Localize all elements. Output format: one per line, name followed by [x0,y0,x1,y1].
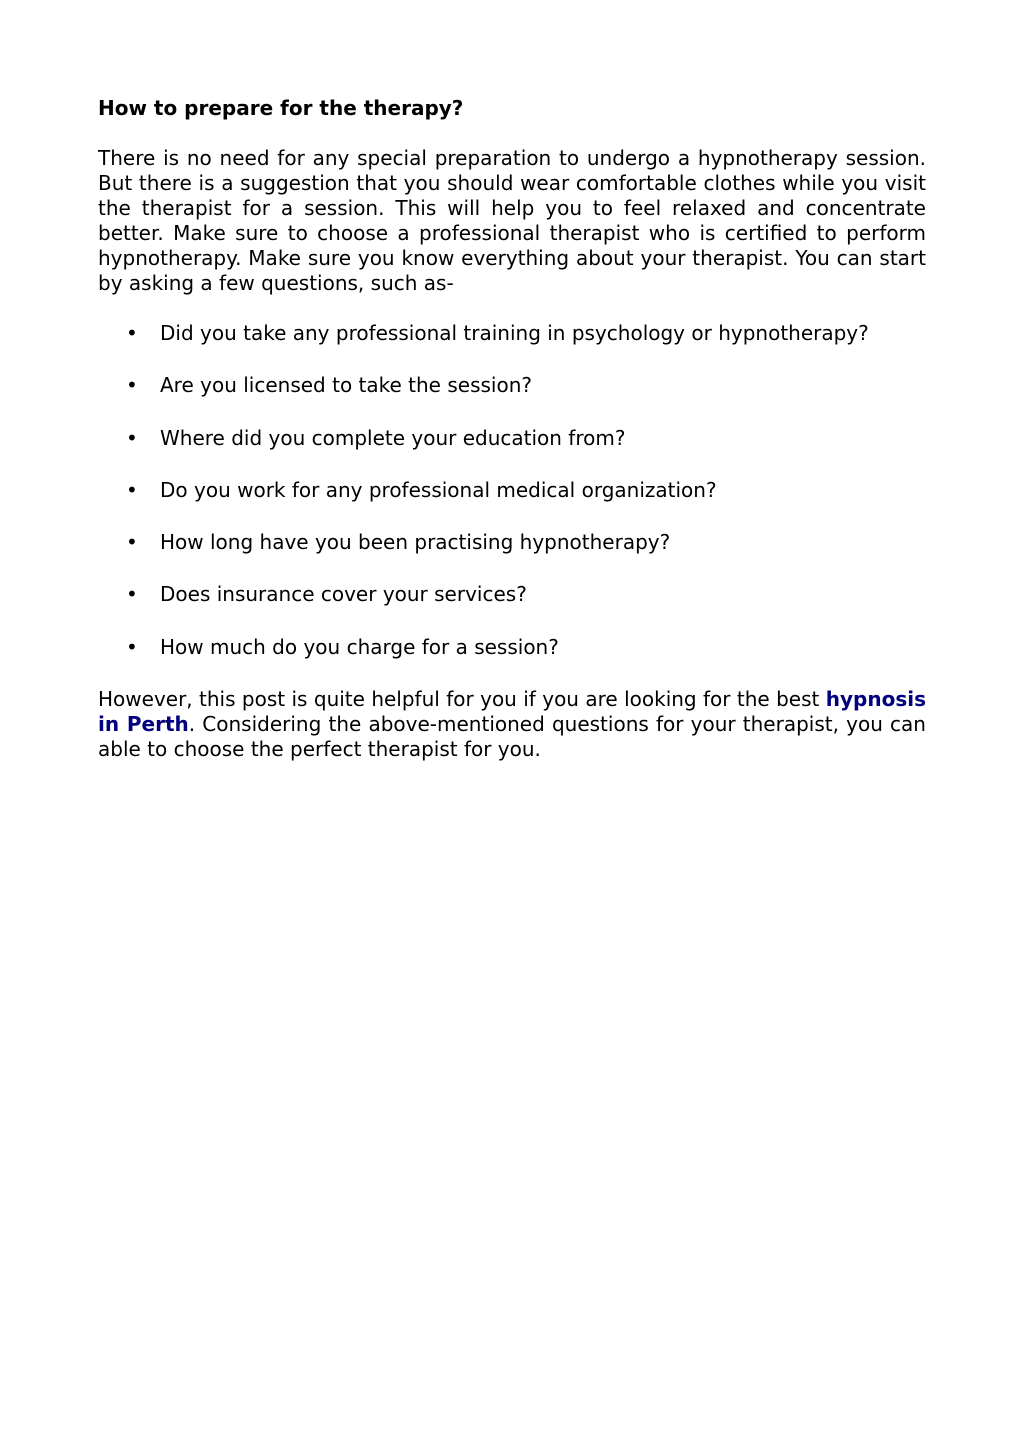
bullet-icon: • [126,321,138,345]
hypnosis-perth-link[interactable]: hypnosis in Perth [98,686,926,736]
list-item [98,582,926,607]
list-item [98,530,926,555]
questions-list [98,321,926,660]
bullet-icon: • [126,425,138,450]
bullet-icon: • [126,582,138,607]
section-heading: How to prepare for the therapy? [98,96,464,120]
question-text: How much do you charge for a session? [160,634,559,659]
conclusion-text-end: . Considering the above-mentioned questions for your therapist, you can able to choose the perfect therapist for you. [98,711,926,761]
bullet-icon: • [126,634,138,659]
question-text: Are you licensed to take the session? [160,373,532,398]
question-text: Do you work for any professional medical organization? [160,477,717,502]
conclusion-text-start: However, this post is quite helpful for you if you are looking for the best [98,686,826,711]
list-item [98,426,926,451]
list-item [98,373,926,398]
bullet-icon: • [126,477,138,502]
bullet-icon: • [126,373,138,398]
document-body [98,96,926,762]
list-item [98,635,926,660]
intro-paragraph: There is no need for any special preparation to undergo a hypnotherapy session. But there is a suggestion that you should wear comfortable clothes while you visit the therapist for a session. This will help you to feel relaxed and concentrate better. Make sure to choose a professional therapist who is certified to perform hypnotherapy. Make sure you know everything about your therapist. You can start by asking a few questions, such as- [98,146,926,295]
bullet-icon: • [126,530,138,555]
conclusion-paragraph [98,687,926,762]
question-text: Does insurance cover your services? [160,582,527,607]
list-item [98,478,926,503]
question-text: Did you take any professional training in psychology or hypnotherapy? [160,321,869,345]
question-text: How long have you been practising hypnotherapy? [160,530,671,555]
list-item [98,321,926,346]
question-text: Where did you complete your education from? [160,425,626,450]
